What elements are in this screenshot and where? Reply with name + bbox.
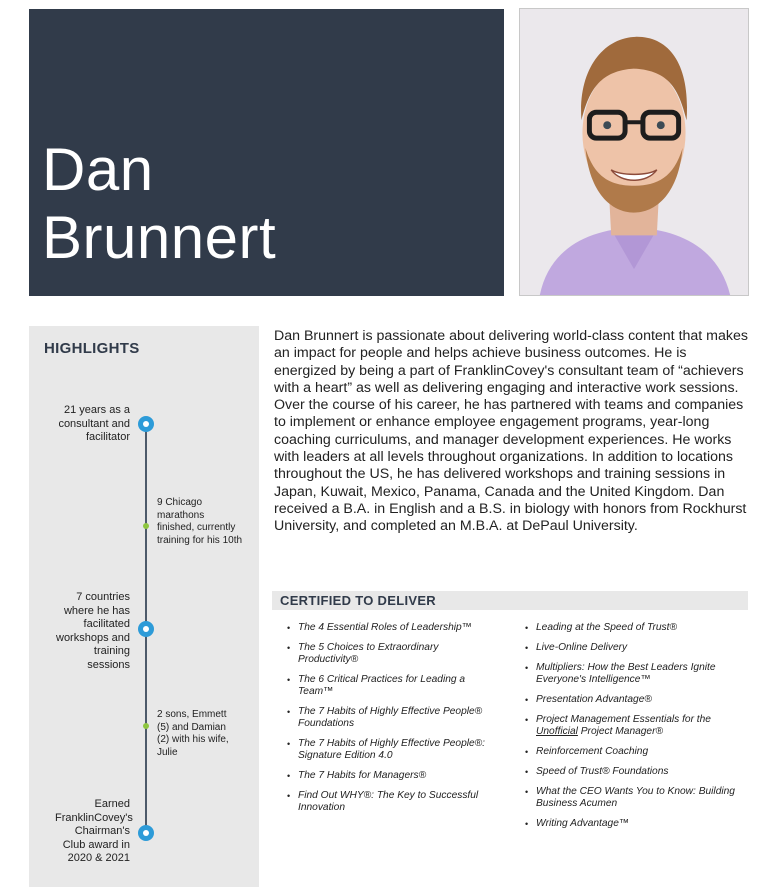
bio-paragraph: Dan Brunnert is passionate about delivering world-class content that makes an impact for people and helps achieve business outcomes. He is energized by being a part of FranklinCovey's consultant team of “achievers with a heart” as well as delivering engaging and interactive work sessions. Over the course of his career, he has partnered with teams and companies to implement or enhance employee engagement programs, year-long coaching curriculums, and manager development experiences. He works with leaders at all levels throughout organizations. In addition to locations throughout the US, he has delivered workshops and training sessions in Japan, Kuwait, Mexico, Panama, Canada and the United Kingdom. Dan received a B.A. in English and a B.S. in biology with honors from Rockhurst University, and completed an M.B.A. at DePaul University. xyxy=(274,328,748,535)
cert-item: • The 4 Essential Roles of Leadership™ xyxy=(287,622,497,634)
timeline-dot-1 xyxy=(138,416,154,432)
timeline-dot-5 xyxy=(138,825,154,841)
cert-item: • What the CEO Wants You to Know: Building Business Acumen xyxy=(525,786,745,810)
certified-list-right xyxy=(525,622,745,830)
person-name xyxy=(42,136,276,272)
cert-item: • The 7 Habits of Highly Effective People® Foundations xyxy=(287,706,497,730)
highlight-item-2: 9 Chicago marathons finished, currently training for his 10th xyxy=(157,497,243,546)
cert-item: • Reinforcement Coaching xyxy=(525,746,745,758)
cert-item: • Presentation Advantage® xyxy=(525,694,745,706)
cert-item: • The 6 Critical Practices for Leading a Team™ xyxy=(287,674,497,698)
highlights-title: HIGHLIGHTS xyxy=(44,340,140,357)
highlights-sidebar xyxy=(29,326,259,887)
cert-item-underlined: Unofficial xyxy=(536,726,578,737)
cert-item: • The 7 Habits for Managers® xyxy=(287,770,497,782)
highlight-item-1: 21 years as a consultant and facilitator xyxy=(58,404,130,443)
timeline-dot-4 xyxy=(143,723,149,729)
certified-list-left xyxy=(287,622,497,814)
cert-item: • Live-Online Delivery xyxy=(525,642,745,654)
cert-item: • Find Out WHY®: The Key to Successful Innovation xyxy=(287,790,497,814)
highlight-item-5: Earned FranklinCovey's Chairman's Club award in 2020 & 2021 xyxy=(55,798,133,864)
cert-item: • The 7 Habits of Highly Effective People®: Signature Edition 4.0 xyxy=(287,738,497,762)
cert-item: • Speed of Trust® Foundations xyxy=(525,766,745,778)
timeline-dot-2 xyxy=(143,523,149,529)
cert-item: • The 5 Choices to Extraordinary Productivity® xyxy=(287,642,497,666)
cert-item-project-management xyxy=(525,714,745,738)
cert-item: • Writing Advantage™ xyxy=(525,818,745,830)
first-name: Dan xyxy=(42,136,154,203)
cert-item: • Leading at the Speed of Trust® xyxy=(525,622,745,634)
cert-item-part: Project Manager® xyxy=(580,726,664,737)
highlight-item-4: 2 sons, Emmett (5) and Damian (2) with his wife, Julie xyxy=(157,709,229,758)
cert-item: • Multipliers: How the Best Leaders Ignite Everyone's Intelligence™ xyxy=(525,662,745,686)
timeline-dot-3 xyxy=(138,621,154,637)
last-name: Brunnert xyxy=(42,204,277,271)
certified-header-bar xyxy=(272,591,748,610)
certified-title: CERTIFIED TO DELIVER xyxy=(280,593,436,608)
cert-item-part: Project Management Essentials for the xyxy=(536,714,711,725)
highlight-item-3: 7 countries where he has facilitated workshops and training sessions xyxy=(56,591,130,671)
portrait-photo xyxy=(519,8,749,296)
